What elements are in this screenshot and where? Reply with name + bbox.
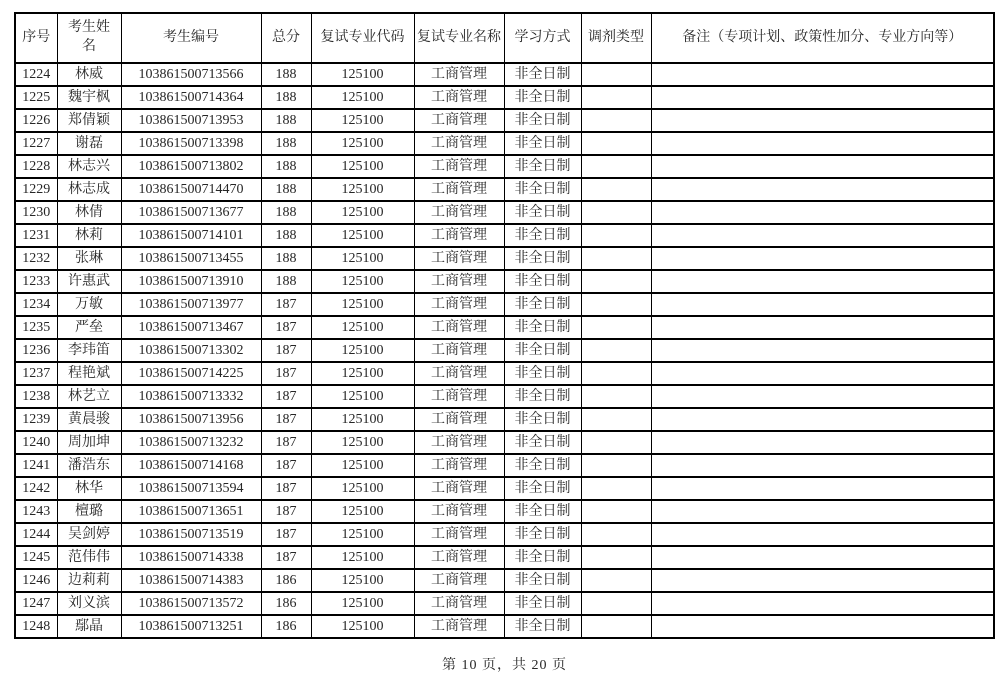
table-row <box>15 454 994 477</box>
table-cell: 103861500713455 <box>121 247 261 270</box>
table-cell <box>581 155 651 178</box>
table-row <box>15 569 994 592</box>
table-cell: 非全日制 <box>504 454 581 477</box>
table-cell: 187 <box>261 523 311 546</box>
table-cell: 林华 <box>57 477 121 500</box>
table-cell <box>581 247 651 270</box>
table-cell: 工商管理 <box>414 454 504 477</box>
table-cell <box>581 201 651 224</box>
table-cell: 103861500713467 <box>121 316 261 339</box>
table-cell <box>581 431 651 454</box>
table-cell: 非全日制 <box>504 155 581 178</box>
table-row <box>15 155 994 178</box>
table-cell: 林志兴 <box>57 155 121 178</box>
table-cell <box>581 569 651 592</box>
table-cell: 1241 <box>15 454 57 477</box>
table-cell <box>651 385 994 408</box>
header-row <box>15 13 994 63</box>
table-cell <box>581 454 651 477</box>
table-cell: 黄晨骏 <box>57 408 121 431</box>
table-cell: 187 <box>261 362 311 385</box>
column-header: 复试专业名称 <box>414 13 504 63</box>
table-cell: 工商管理 <box>414 615 504 638</box>
table-cell: 非全日制 <box>504 86 581 109</box>
table-cell: 工商管理 <box>414 63 504 86</box>
table-cell <box>581 132 651 155</box>
table-cell: 103861500714364 <box>121 86 261 109</box>
table-cell: 1239 <box>15 408 57 431</box>
table-cell: 125100 <box>311 339 414 362</box>
table-cell: 1236 <box>15 339 57 362</box>
table-cell <box>651 431 994 454</box>
table-cell: 1238 <box>15 385 57 408</box>
table-cell: 125100 <box>311 293 414 316</box>
table-cell: 1237 <box>15 362 57 385</box>
table-cell: 103861500713398 <box>121 132 261 155</box>
table-cell <box>581 86 651 109</box>
table-cell <box>651 546 994 569</box>
table-cell: 188 <box>261 247 311 270</box>
table-cell: 125100 <box>311 454 414 477</box>
table-cell: 非全日制 <box>504 178 581 201</box>
table-cell: 1225 <box>15 86 57 109</box>
table-row <box>15 86 994 109</box>
table-cell: 103861500713302 <box>121 339 261 362</box>
table-cell: 125100 <box>311 270 414 293</box>
table-cell: 186 <box>261 569 311 592</box>
table-cell: 非全日制 <box>504 316 581 339</box>
table-body <box>15 63 994 638</box>
table-cell <box>581 293 651 316</box>
table-cell <box>651 569 994 592</box>
table-row <box>15 546 994 569</box>
table-cell: 非全日制 <box>504 523 581 546</box>
table-cell: 非全日制 <box>504 615 581 638</box>
table-cell: 125100 <box>311 247 414 270</box>
table-cell: 188 <box>261 270 311 293</box>
table-cell: 1234 <box>15 293 57 316</box>
table-cell: 1229 <box>15 178 57 201</box>
table-cell: 103861500713802 <box>121 155 261 178</box>
table-cell: 非全日制 <box>504 362 581 385</box>
table-cell: 103861500713594 <box>121 477 261 500</box>
table-cell: 103861500713651 <box>121 500 261 523</box>
table-cell: 1244 <box>15 523 57 546</box>
table-cell: 鄢晶 <box>57 615 121 638</box>
table-cell: 李玮笛 <box>57 339 121 362</box>
column-header: 序号 <box>15 13 57 63</box>
column-header: 复试专业代码 <box>311 13 414 63</box>
table-cell: 125100 <box>311 132 414 155</box>
table-cell: 非全日制 <box>504 592 581 615</box>
table-cell: 125100 <box>311 615 414 638</box>
table-cell <box>651 132 994 155</box>
table-cell: 187 <box>261 408 311 431</box>
table-cell: 许惠武 <box>57 270 121 293</box>
table-cell <box>581 178 651 201</box>
table-cell <box>651 201 994 224</box>
table-cell <box>581 270 651 293</box>
table-cell: 1240 <box>15 431 57 454</box>
table-cell: 1227 <box>15 132 57 155</box>
table-cell: 1232 <box>15 247 57 270</box>
table-cell: 非全日制 <box>504 293 581 316</box>
table-cell <box>651 247 994 270</box>
column-header: 调剂类型 <box>581 13 651 63</box>
table-cell: 125100 <box>311 500 414 523</box>
table-cell: 125100 <box>311 523 414 546</box>
table-cell: 工商管理 <box>414 408 504 431</box>
table-row <box>15 178 994 201</box>
table-cell: 工商管理 <box>414 132 504 155</box>
table-cell: 周加坤 <box>57 431 121 454</box>
table-cell: 工商管理 <box>414 109 504 132</box>
table-cell <box>651 109 994 132</box>
table-cell: 103861500713251 <box>121 615 261 638</box>
table-row <box>15 201 994 224</box>
table-cell: 103861500713953 <box>121 109 261 132</box>
table-cell: 125100 <box>311 546 414 569</box>
table-cell: 工商管理 <box>414 569 504 592</box>
table-cell: 工商管理 <box>414 592 504 615</box>
table-cell: 工商管理 <box>414 201 504 224</box>
table-cell: 1248 <box>15 615 57 638</box>
table-cell: 125100 <box>311 408 414 431</box>
table-row <box>15 615 994 638</box>
table-cell: 1226 <box>15 109 57 132</box>
table-cell: 187 <box>261 431 311 454</box>
table-cell: 187 <box>261 339 311 362</box>
table-cell <box>581 408 651 431</box>
table-cell <box>651 155 994 178</box>
table-cell: 1246 <box>15 569 57 592</box>
table-cell: 范伟伟 <box>57 546 121 569</box>
table-cell: 125100 <box>311 63 414 86</box>
table-cell <box>651 408 994 431</box>
table-cell <box>581 339 651 362</box>
table-cell: 103861500714383 <box>121 569 261 592</box>
table-cell: 非全日制 <box>504 270 581 293</box>
table-cell: 工商管理 <box>414 293 504 316</box>
table-cell <box>581 362 651 385</box>
table-cell <box>581 546 651 569</box>
table-cell <box>581 224 651 247</box>
table-cell: 103861500713910 <box>121 270 261 293</box>
table-cell: 103861500713232 <box>121 431 261 454</box>
table-cell: 谢磊 <box>57 132 121 155</box>
table-cell <box>651 224 994 247</box>
table-cell: 188 <box>261 178 311 201</box>
table-cell: 1233 <box>15 270 57 293</box>
table-cell <box>651 592 994 615</box>
table-cell: 103861500714168 <box>121 454 261 477</box>
table-cell: 严垒 <box>57 316 121 339</box>
column-header: 总分 <box>261 13 311 63</box>
table-row <box>15 408 994 431</box>
table-row <box>15 592 994 615</box>
table-cell: 103861500713677 <box>121 201 261 224</box>
table-cell: 工商管理 <box>414 155 504 178</box>
table-cell: 125100 <box>311 362 414 385</box>
column-header: 备注（专项计划、政策性加分、专业方向等） <box>651 13 994 63</box>
table-cell: 1228 <box>15 155 57 178</box>
table-cell: 188 <box>261 63 311 86</box>
table-cell: 林志成 <box>57 178 121 201</box>
table-cell: 1243 <box>15 500 57 523</box>
table-cell: 1235 <box>15 316 57 339</box>
table-cell: 187 <box>261 546 311 569</box>
table-cell: 林艺立 <box>57 385 121 408</box>
table-cell: 工商管理 <box>414 247 504 270</box>
table-cell: 非全日制 <box>504 339 581 362</box>
table-cell: 林威 <box>57 63 121 86</box>
table-cell <box>651 63 994 86</box>
table-cell: 魏宇枫 <box>57 86 121 109</box>
table-cell: 工商管理 <box>414 500 504 523</box>
table-cell: 187 <box>261 500 311 523</box>
candidates-table <box>14 12 995 639</box>
table-cell: 125100 <box>311 316 414 339</box>
table-row <box>15 109 994 132</box>
table-cell: 非全日制 <box>504 408 581 431</box>
table-cell: 103861500714225 <box>121 362 261 385</box>
table-header <box>15 13 994 63</box>
table-cell: 工商管理 <box>414 270 504 293</box>
table-row <box>15 63 994 86</box>
table-cell: 103861500713977 <box>121 293 261 316</box>
table-cell: 188 <box>261 109 311 132</box>
table-cell: 125100 <box>311 178 414 201</box>
table-row <box>15 293 994 316</box>
table-cell: 1245 <box>15 546 57 569</box>
table-cell: 103861500713572 <box>121 592 261 615</box>
table-cell: 1224 <box>15 63 57 86</box>
table-cell: 林倩 <box>57 201 121 224</box>
table-cell <box>651 270 994 293</box>
table-cell <box>651 362 994 385</box>
table-cell: 188 <box>261 201 311 224</box>
table-cell: 188 <box>261 155 311 178</box>
table-row <box>15 385 994 408</box>
table-cell: 郑倩颖 <box>57 109 121 132</box>
table-cell: 125100 <box>311 86 414 109</box>
table-cell: 潘浩东 <box>57 454 121 477</box>
table-cell: 125100 <box>311 201 414 224</box>
table-cell: 186 <box>261 615 311 638</box>
table-cell: 非全日制 <box>504 546 581 569</box>
table-cell: 187 <box>261 385 311 408</box>
table-cell <box>581 63 651 86</box>
table-cell: 103861500713566 <box>121 63 261 86</box>
table-cell: 103861500713332 <box>121 385 261 408</box>
table-cell: 125100 <box>311 592 414 615</box>
table-cell <box>581 615 651 638</box>
table-cell: 工商管理 <box>414 316 504 339</box>
table-cell <box>651 615 994 638</box>
table-row <box>15 500 994 523</box>
table-cell: 103861500714470 <box>121 178 261 201</box>
table-cell <box>581 523 651 546</box>
table-cell <box>581 316 651 339</box>
table-cell: 工商管理 <box>414 339 504 362</box>
table-cell <box>581 477 651 500</box>
table-row <box>15 339 994 362</box>
table-cell <box>651 316 994 339</box>
table-cell: 万敏 <box>57 293 121 316</box>
table-cell <box>581 109 651 132</box>
table-cell: 125100 <box>311 155 414 178</box>
table-cell: 工商管理 <box>414 385 504 408</box>
table-cell: 工商管理 <box>414 362 504 385</box>
table-row <box>15 477 994 500</box>
table-cell: 125100 <box>311 385 414 408</box>
column-header: 考生姓名 <box>57 13 121 63</box>
table-cell: 103861500714101 <box>121 224 261 247</box>
table-cell: 187 <box>261 293 311 316</box>
table-row <box>15 362 994 385</box>
table-cell: 188 <box>261 224 311 247</box>
table-cell: 程艳斌 <box>57 362 121 385</box>
table-cell: 边莉莉 <box>57 569 121 592</box>
table-cell: 1230 <box>15 201 57 224</box>
table-cell: 186 <box>261 592 311 615</box>
table-cell: 125100 <box>311 109 414 132</box>
table-cell <box>581 500 651 523</box>
table-cell <box>651 500 994 523</box>
table-cell: 非全日制 <box>504 109 581 132</box>
table-cell: 非全日制 <box>504 247 581 270</box>
table-cell: 工商管理 <box>414 86 504 109</box>
table-row <box>15 224 994 247</box>
table-cell: 非全日制 <box>504 477 581 500</box>
table-cell: 125100 <box>311 224 414 247</box>
table-row <box>15 431 994 454</box>
table-cell <box>651 454 994 477</box>
table-cell: 非全日制 <box>504 500 581 523</box>
table-cell: 非全日制 <box>504 385 581 408</box>
table-cell: 工商管理 <box>414 477 504 500</box>
table-row <box>15 247 994 270</box>
table-row <box>15 316 994 339</box>
table-cell: 非全日制 <box>504 132 581 155</box>
table-row <box>15 270 994 293</box>
page-number-footer: 第 10 页，共 20 页 <box>442 658 567 673</box>
table-cell: 103861500713956 <box>121 408 261 431</box>
table-cell: 1242 <box>15 477 57 500</box>
table-cell: 工商管理 <box>414 523 504 546</box>
table-cell: 103861500713519 <box>121 523 261 546</box>
table-cell <box>651 339 994 362</box>
table-cell: 张琳 <box>57 247 121 270</box>
column-header: 学习方式 <box>504 13 581 63</box>
table-cell: 工商管理 <box>414 546 504 569</box>
table-cell: 187 <box>261 477 311 500</box>
table-cell <box>581 592 651 615</box>
table-cell <box>651 523 994 546</box>
table-cell: 非全日制 <box>504 569 581 592</box>
column-header: 考生编号 <box>121 13 261 63</box>
table-cell <box>581 385 651 408</box>
table-cell: 非全日制 <box>504 201 581 224</box>
table-cell: 103861500714338 <box>121 546 261 569</box>
table-cell <box>651 86 994 109</box>
table-cell: 吴剑婷 <box>57 523 121 546</box>
table-cell: 125100 <box>311 569 414 592</box>
table-cell: 125100 <box>311 477 414 500</box>
table-cell: 工商管理 <box>414 431 504 454</box>
table-cell: 非全日制 <box>504 63 581 86</box>
table-cell: 工商管理 <box>414 178 504 201</box>
table-cell <box>651 293 994 316</box>
table-cell: 188 <box>261 86 311 109</box>
table-cell <box>651 178 994 201</box>
table-cell: 林莉 <box>57 224 121 247</box>
table-row <box>15 132 994 155</box>
table-cell: 工商管理 <box>414 224 504 247</box>
table-cell: 187 <box>261 454 311 477</box>
table-cell: 刘义滨 <box>57 592 121 615</box>
table-cell: 1247 <box>15 592 57 615</box>
table-cell: 1231 <box>15 224 57 247</box>
table-cell: 非全日制 <box>504 431 581 454</box>
table-cell: 非全日制 <box>504 224 581 247</box>
table-cell: 187 <box>261 316 311 339</box>
table-cell: 檀璐 <box>57 500 121 523</box>
table-row <box>15 523 994 546</box>
table-cell: 188 <box>261 132 311 155</box>
table-cell <box>651 477 994 500</box>
table-cell: 125100 <box>311 431 414 454</box>
